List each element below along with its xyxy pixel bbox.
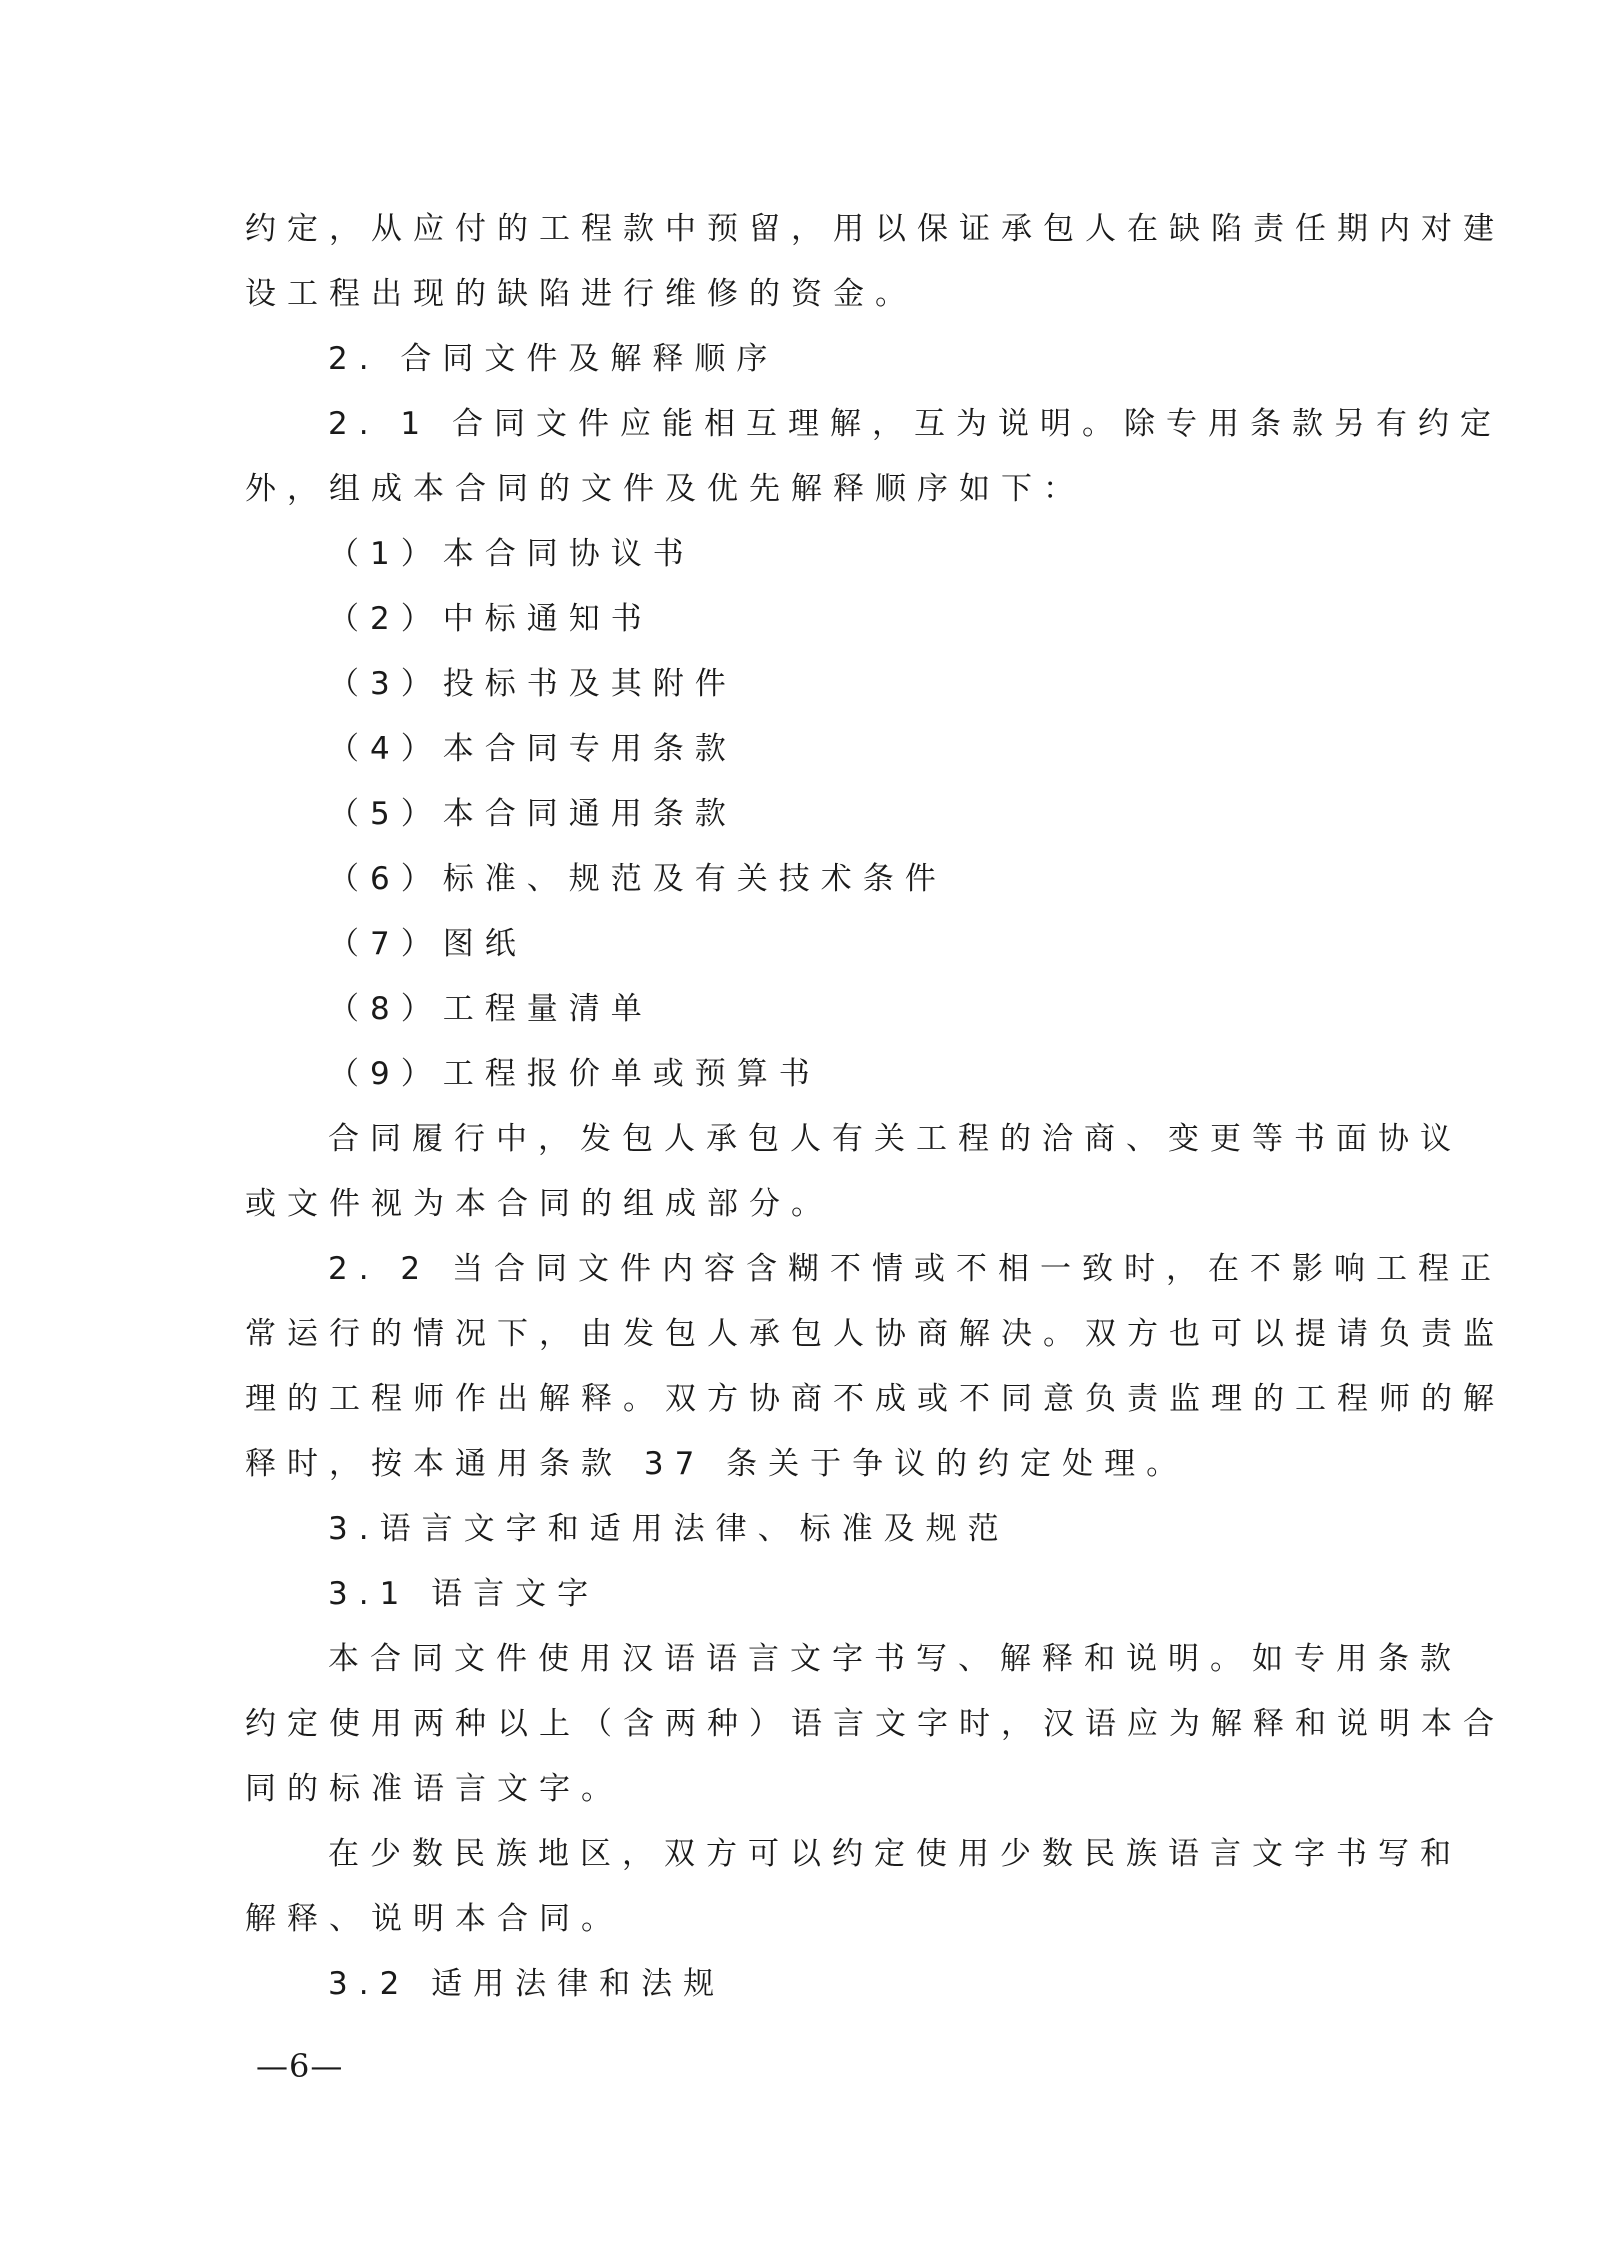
section-heading: 2. 合同文件及解释顺序	[328, 341, 779, 377]
list-item: （9）工程报价单或预算书	[328, 1056, 821, 1092]
body-text-line: 在少数民族地区，双方可以约定使用少数民族语言文字书写和	[328, 1836, 1462, 1872]
body-text-line: 合同履行中，发包人承包人有关工程的洽商、变更等书面协议	[328, 1121, 1462, 1157]
clause-text-line: 2. 2 当合同文件内容含糊不情或不相一致时，在不影响工程正	[328, 1251, 1503, 1287]
body-text-line: 约定使用两种以上（含两种）语言文字时，汉语应为解释和说明本合	[245, 1706, 1505, 1742]
body-text-line: 本合同文件使用汉语语言文字书写、解释和说明。如专用条款	[328, 1641, 1462, 1677]
body-text-line: 约定，从应付的工程款中预留，用以保证承包人在缺陷责任期内对建	[245, 211, 1505, 247]
list-item: （7）图纸	[328, 926, 527, 962]
page-number: —6—	[256, 2047, 344, 2085]
list-item: （8）工程量清单	[328, 991, 653, 1027]
body-text-line: 常运行的情况下，由发包人承包人协商解决。双方也可以提请负责监	[245, 1316, 1505, 1352]
list-item: （6）标准、规范及有关技术条件	[328, 861, 947, 897]
body-text-line: 理的工程师作出解释。双方协商不成或不同意负责监理的工程师的解	[245, 1381, 1505, 1417]
list-item: （1）本合同协议书	[328, 536, 695, 572]
body-text-line: 解释、说明本合同。	[245, 1901, 623, 1937]
list-item: （2）中标通知书	[328, 601, 653, 637]
body-text-line: 设工程出现的缺陷进行维修的资金。	[245, 276, 917, 312]
list-item: （5）本合同通用条款	[328, 796, 737, 832]
clause-text-line: 2. 1 合同文件应能相互理解，互为说明。除专用条款另有约定	[328, 406, 1503, 442]
section-heading: 3.语言文字和适用法律、标准及规范	[328, 1511, 1010, 1547]
body-text-line: 或文件视为本合同的组成部分。	[245, 1186, 833, 1222]
subsection-heading: 3.2 适用法律和法规	[328, 1966, 726, 2002]
body-text-line: 释时，按本通用条款 37 条关于争议的约定处理。	[245, 1446, 1189, 1482]
subsection-heading: 3.1 语言文字	[328, 1576, 600, 1612]
list-item: （4）本合同专用条款	[328, 731, 737, 767]
list-item: （3）投标书及其附件	[328, 666, 737, 702]
body-text-line: 同的标准语言文字。	[245, 1771, 623, 1807]
body-text-line: 外，组成本合同的文件及优先解释顺序如下：	[245, 471, 1085, 507]
